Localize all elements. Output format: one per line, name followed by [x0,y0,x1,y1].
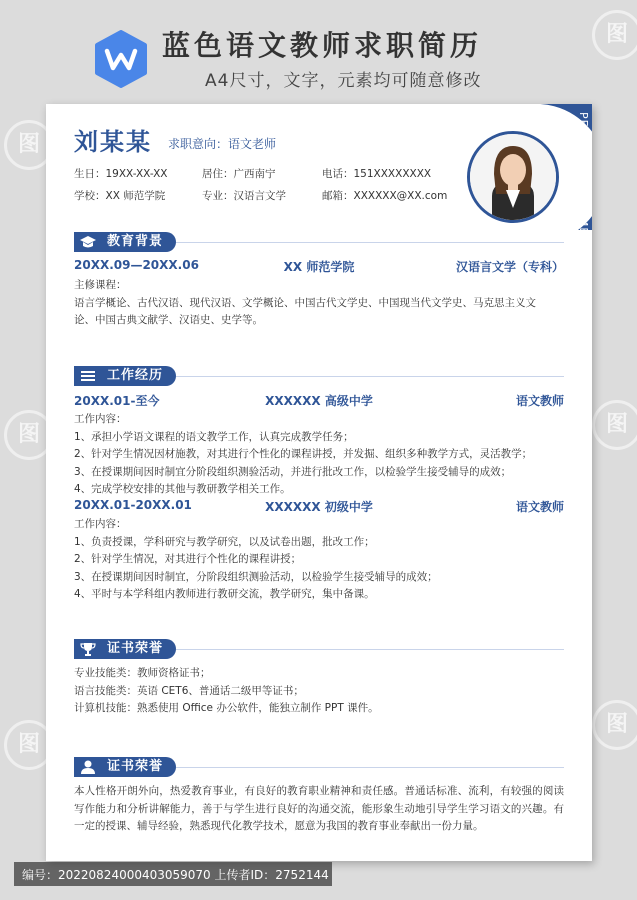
job-item: 1、负责授课，学科研究与教学研究，以及试卷出题，批改工作； [74,535,375,548]
section-title: 证书荣誉 [107,759,164,774]
section-title: 证书荣誉 [107,641,164,656]
job-item: 3、在授课期间因时制宜分阶段组织测验活动，并进行批改工作，以检验学生接受辅导的成效； [74,465,512,478]
job-position: 语文教师 [515,500,564,514]
person-photo-icon [470,134,556,220]
education-courses [74,277,564,330]
person-icon [80,760,96,774]
job-details [74,411,564,499]
watermark-icon: 图 [4,720,54,770]
edu-period: 20XX.09—20XX.06 [74,258,199,272]
watermark-icon: 图 [4,410,54,460]
courses-line: 语言学概论、古代汉语、现代汉语、文学概论、中国古代文学史、中国现当代文学史、马克思主义文 [74,296,536,309]
job-item: 4、完成学校安排的其他与教研教学相关工作。 [74,483,291,495]
info-phone: 电话：151XXXXXXXX [322,168,432,180]
banner-subtitle: A4尺寸，文字，元素均可随意修改 [205,71,482,91]
resume-page [46,104,592,861]
job-item: 4、平时与本学科组内教师进行教研交流，教学研究，集中备课。 [74,588,375,600]
graduation-cap-icon [80,235,96,249]
cert-item: 专业技能类：教师资格证书； [74,667,211,679]
job-period: 20XX.01-20XX.01 [74,498,192,512]
section-certs-heading [74,639,176,659]
section-self-heading [74,757,176,777]
education-row [74,258,564,274]
trophy-icon [80,642,96,656]
info-residence: 居住：广西南宁 [202,168,276,180]
self-evaluation-text: 本人性格开朗外向，热爱教育事业，有良好的教育职业精神和责任感。普通话标准、流利，有较强的阅读写作能力和分析讲解能力，善于与学生进行良好的沟通交流，能形象生动地引导学生学习语文的兴趣。有一定的授课、辅导经验，熟悉现代化教学技术，愿意为我国的教育事业奉献出一份力量。 [74,785,564,832]
courses-line: 论、中国古典文献学、汉语史、史学等。 [74,314,263,326]
job-item: 3、在授课期间因时制宜，分阶段组织测验活动，以检验学生接受辅导的成效； [74,570,438,583]
personal-resume-label: PERSONAL RESUME [577,112,590,236]
job-intent: 求职意向：语文老师 [168,137,277,151]
cert-item: 语言技能类：英语 CET6、普通话二级甲等证书； [74,684,304,697]
section-divider [176,376,564,377]
edu-major: 汉语言文学（专科） [455,260,564,274]
info-school: 学校：XX 师范学院 [74,190,166,202]
job-item: 2、针对学生情况因材施教，对其进行个性化的课程讲授，并发掘、组织多种教学方式，灵活教学； [74,448,533,460]
section-divider [176,767,564,768]
certs-list [74,665,564,718]
applicant-name: 刘某某 [74,128,152,156]
job-item: 1、承担小学语文课程的语文教学工作，认真完成教学任务； [74,430,354,443]
section-title: 工作经历 [107,368,164,383]
section-education-heading [74,232,176,252]
job-label: 工作内容： [74,413,127,425]
watermark-icon: 图 [592,400,637,450]
section-work-heading [74,366,176,386]
book-icon [80,369,96,383]
info-major: 专业：汉语言文学 [202,190,286,202]
top-banner [0,0,637,100]
section-divider [176,649,564,650]
job-period: 20XX.01-至今 [74,394,160,408]
w-logo-icon [92,30,150,88]
info-birth: 生日：19XX-XX-XX [74,168,168,180]
section-divider [176,242,564,243]
job-item: 2、针对学生情况，对其进行个性化的课程讲授； [74,553,302,565]
avatar [467,131,559,223]
footer-bar [0,862,637,886]
section-title: 教育背景 [107,234,164,249]
info-email: 邮箱：XXXXXX@XX.com [322,190,448,202]
job-label: 工作内容： [74,518,127,530]
cert-item: 计算机技能：熟悉使用 Office 办公软件，能独立制作 PPT 课件。 [74,702,379,714]
footer-id-text: 编号：20220824000403059070 上传者ID：2752144 [22,868,329,882]
job-position: 语文教师 [515,394,564,408]
watermark-icon: 图 [592,700,637,750]
banner-title: 蓝色语文教师求职简历 [162,29,483,62]
job-company: XXXXXX 初级中学 [265,500,373,514]
job-details [74,516,564,604]
job-row [74,392,564,408]
edu-school: XX 师范学院 [283,260,355,274]
job-company: XXXXXX 高级中学 [265,394,373,408]
courses-label: 主修课程： [74,279,127,291]
watermark-icon: 图 [4,120,54,170]
job-row [74,498,564,514]
watermark-icon: 图 [592,10,637,60]
